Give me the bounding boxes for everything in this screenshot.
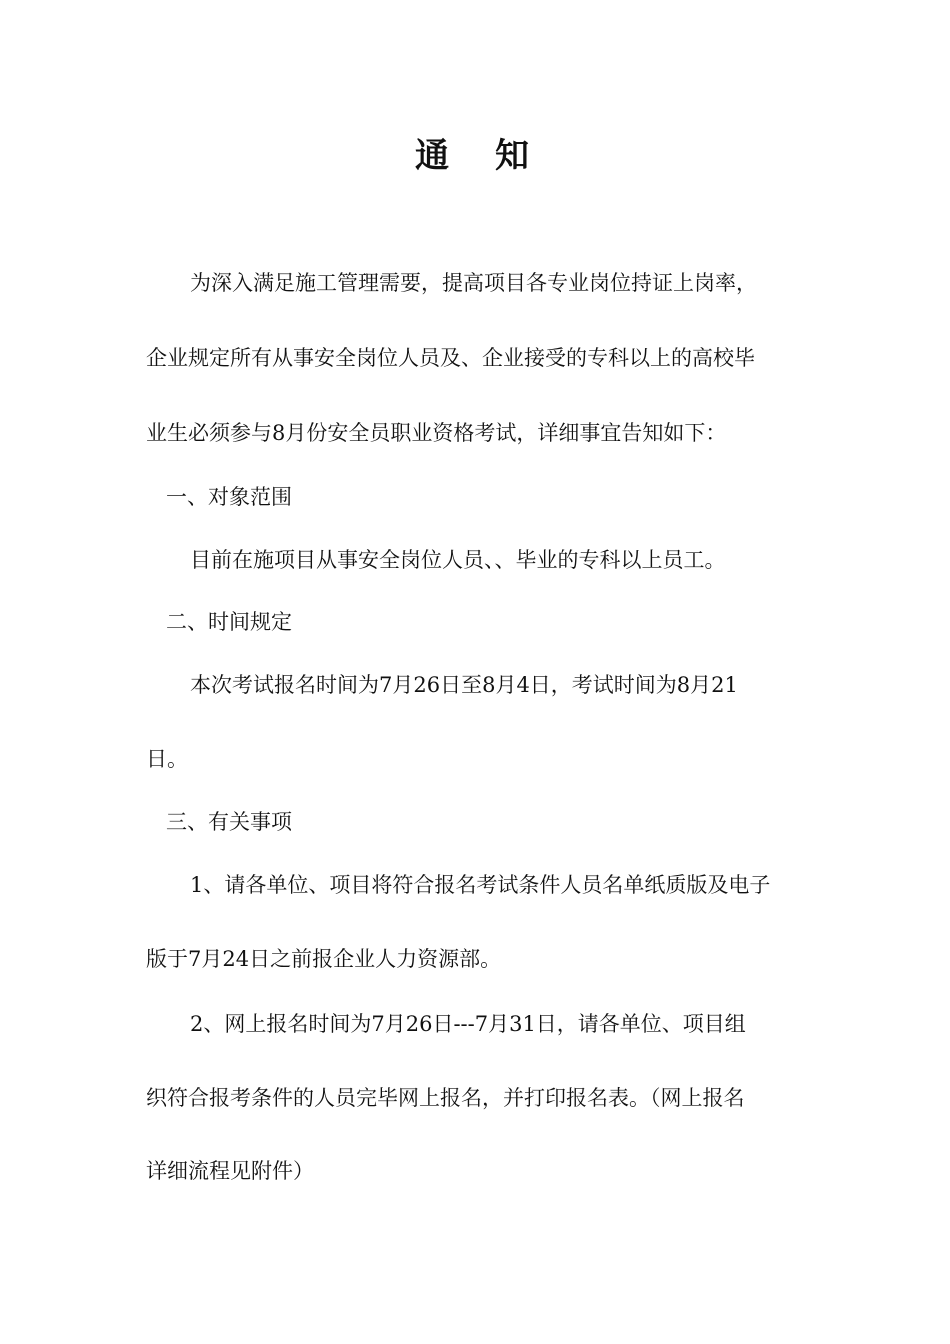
body-line: 1、请各单位、项目将符合报名考试条件人员名单纸质版及电子 <box>190 873 771 897</box>
body-line: 2、网上报名时间为7月26日---7月31日，请各单位、项目组 <box>190 1012 746 1036</box>
body-line: 日。 <box>146 747 188 771</box>
section-heading: 一、对象范围 <box>166 485 292 509</box>
body-line: 织符合报考条件的人员完毕网上报名，并打印报名表。（网上报名 <box>146 1086 745 1110</box>
body-line: 为深入满足施工管理需要，提高项目各专业岗位持证上岗率， <box>190 271 757 295</box>
body-line: 版于7月24日之前报企业人力资源部。 <box>146 947 502 971</box>
body-line: 本次考试报名时间为7月26日至8月4日，考试时间为8月21 <box>190 673 738 697</box>
body-line: 企业规定所有从事安全岗位人员及、企业接受的专科以上的高校毕 <box>146 346 755 370</box>
section-heading: 二、时间规定 <box>166 610 292 634</box>
document-title: 通 知 <box>415 136 535 176</box>
body-line: 详细流程见附件） <box>146 1159 314 1183</box>
body-line: 业生必须参与8月份安全员职业资格考试，详细事宜告知如下： <box>146 421 727 445</box>
body-line: 目前在施项目从事安全岗位人员、、毕业的专科以上员工。 <box>190 548 726 572</box>
section-heading: 三、有关事项 <box>166 810 292 834</box>
